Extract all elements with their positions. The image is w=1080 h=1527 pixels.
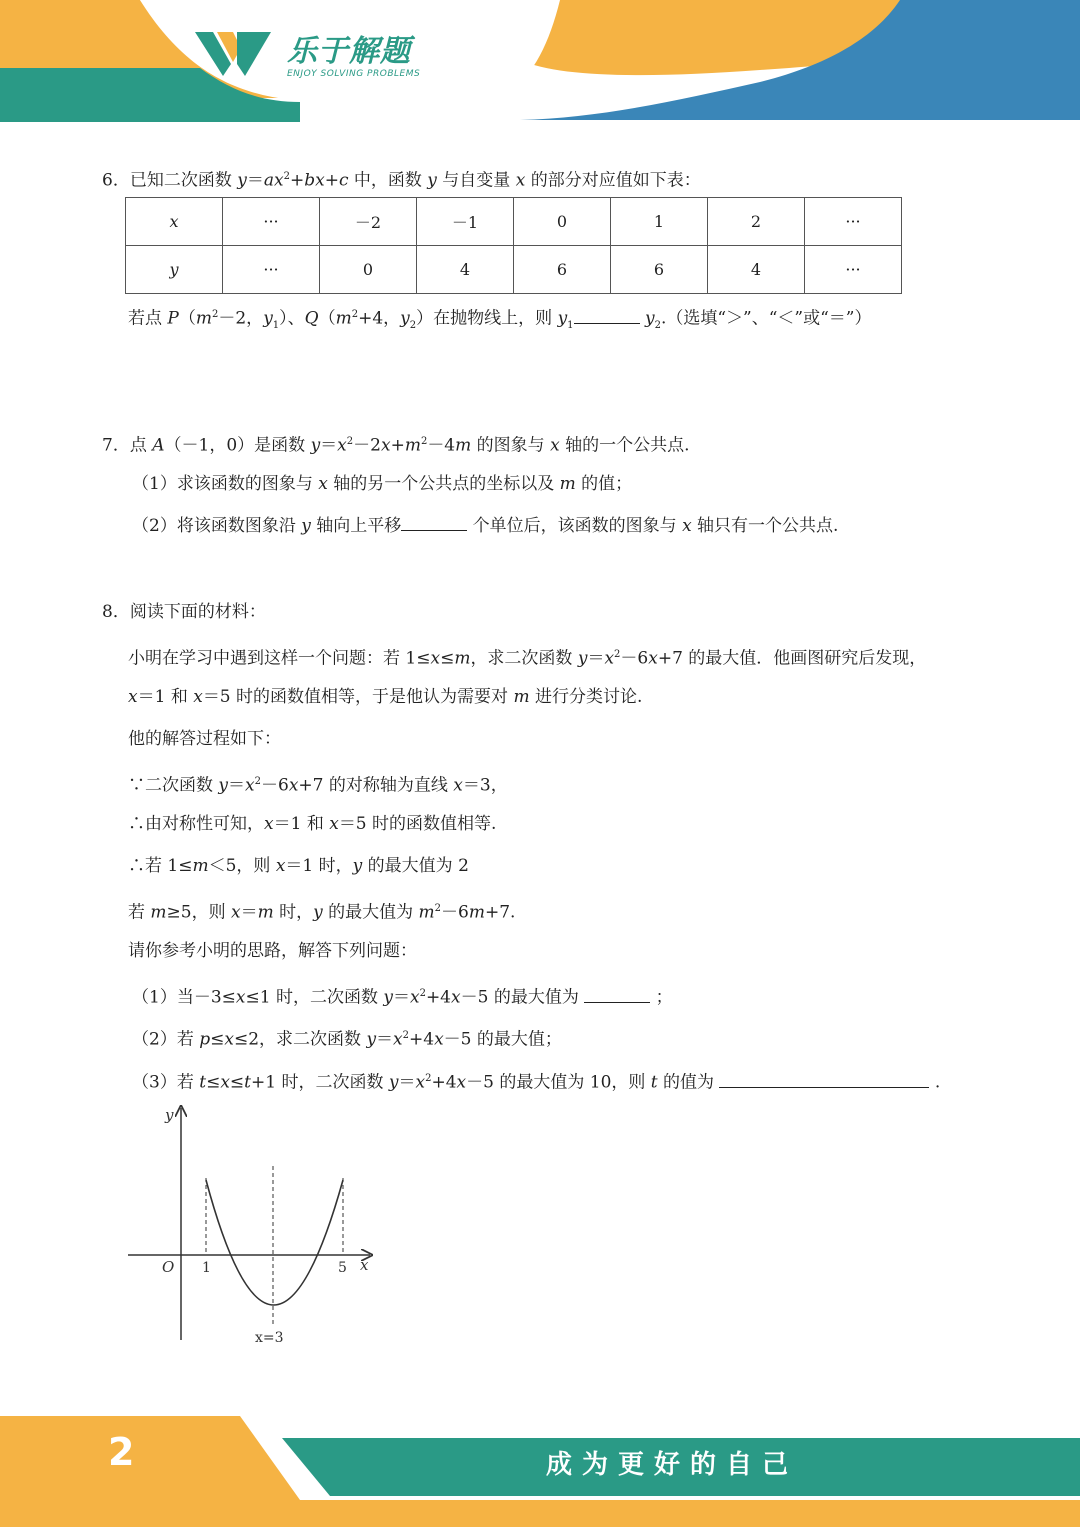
value-table (125, 197, 902, 294)
table-cell: －2 (320, 198, 417, 246)
q7-part1: （1）求该函数的图象与 x 轴的另一个公共点的坐标以及 m 的值； (132, 474, 633, 494)
table-cell: ··· (223, 246, 320, 294)
q8-title: 8．阅读下面的材料： (102, 602, 266, 622)
origin-label: O (162, 1258, 175, 1276)
brand-tagline: ENJOY SOLVING PROBLEMS (287, 69, 421, 79)
footer-slogan: 成为更好的自己 (546, 1450, 799, 1480)
table-row (126, 246, 902, 294)
table-cell: x (126, 198, 223, 246)
q8-sub1: （1）当－3≤x≤1 时，二次函数 $y=x^2+4x-5$ 的最大值为 ； (132, 987, 673, 1008)
table-cell: 1 (611, 198, 708, 246)
logo-icon (193, 28, 273, 78)
answer-blank[interactable] (401, 515, 467, 531)
table-cell: ··· (805, 198, 902, 246)
parabola-figure (122, 1100, 382, 1350)
parabola-curve (206, 1180, 343, 1305)
q8-line: 若 m≥5，则 x＝m 时，y 的最大值为 $m^2-6m+7$. (128, 902, 516, 923)
table-cell: y (126, 246, 223, 294)
y-axis-label: y (165, 1106, 174, 1124)
tick-label-1: 1 (202, 1260, 211, 1276)
q8-sub2: （2）若 p≤x≤2，求二次函数 $y=x^2+4x-5$ 的最大值； (132, 1029, 562, 1050)
footer-banner (0, 1410, 1080, 1527)
q8-line: ∴若 1≤m＜5，则 x＝1 时，y 的最大值为 2 (128, 856, 469, 876)
table-cell: 0 (320, 246, 417, 294)
answer-blank[interactable] (719, 1072, 929, 1088)
q7-part2: （2）将该函数图象沿 y 轴向上平移 个单位后，该函数的图象与 x 轴只有一个公共点. (132, 516, 839, 536)
table-row (126, 198, 902, 246)
page-number: 2 (108, 1430, 135, 1474)
q8-line: 他的解答过程如下： (128, 729, 281, 749)
header-banner (0, 0, 1080, 130)
table-cell: ··· (223, 198, 320, 246)
q8-line: ∴由对称性可知，x＝1 和 x＝5 时的函数值相等. (128, 814, 497, 834)
table-cell: ··· (805, 246, 902, 294)
q8-line: x＝1 和 x＝5 时的函数值相等，于是他认为需要对 m 进行分类讨论. (128, 687, 643, 707)
q7-stem: 7．点 A（－1，0）是函数 $y=x^2-2x+m^2-4m$ 的图象与 x 轴的一个公共点. (102, 435, 690, 456)
q8-sub3: （3）若 t≤x≤t+1 时，二次函数 $y=x^2+4x-5$ 的最大值为 10，则 t 的值为 . (132, 1072, 941, 1093)
q8-line: ∵二次函数 $y=x^2-6x+7$ 的对称轴为直线 x＝3， (128, 775, 508, 796)
table-cell: 6 (514, 246, 611, 294)
q8-line: 小明在学习中遇到这样一个问题：若 1≤x≤m，求二次函数 $y=x^2-6x+7$ 的最大值．他画图研究后发现， (128, 648, 927, 669)
table-cell: 4 (708, 246, 805, 294)
answer-blank[interactable] (574, 308, 640, 324)
q8-line: 请你参考小明的思路，解答下列问题： (128, 941, 417, 961)
x-axis-label: x (360, 1256, 369, 1274)
answer-blank[interactable] (584, 987, 650, 1003)
brand-name: 乐于解题 (287, 34, 411, 69)
q6-condition: 若点 $P(m^2-2$，$y_1$）、$Q(m^2+4$，$y_2$）在抛物线上，则 $y_1$ $y_2$.（选填“＞”、“＜”或“＝”） (128, 308, 872, 332)
tick-label-5: 5 (338, 1260, 347, 1276)
q6-stem: 6．已知二次函数 $y=ax^2+bx+c$ 中，函数 y 与自变量 x 的部分对应值如下表： (102, 170, 701, 191)
table-cell: 2 (708, 198, 805, 246)
table-cell: －1 (417, 198, 514, 246)
table-cell: 6 (611, 246, 708, 294)
symmetry-label: x=3 (255, 1330, 284, 1346)
table-cell: 4 (417, 246, 514, 294)
table-cell: 0 (514, 198, 611, 246)
